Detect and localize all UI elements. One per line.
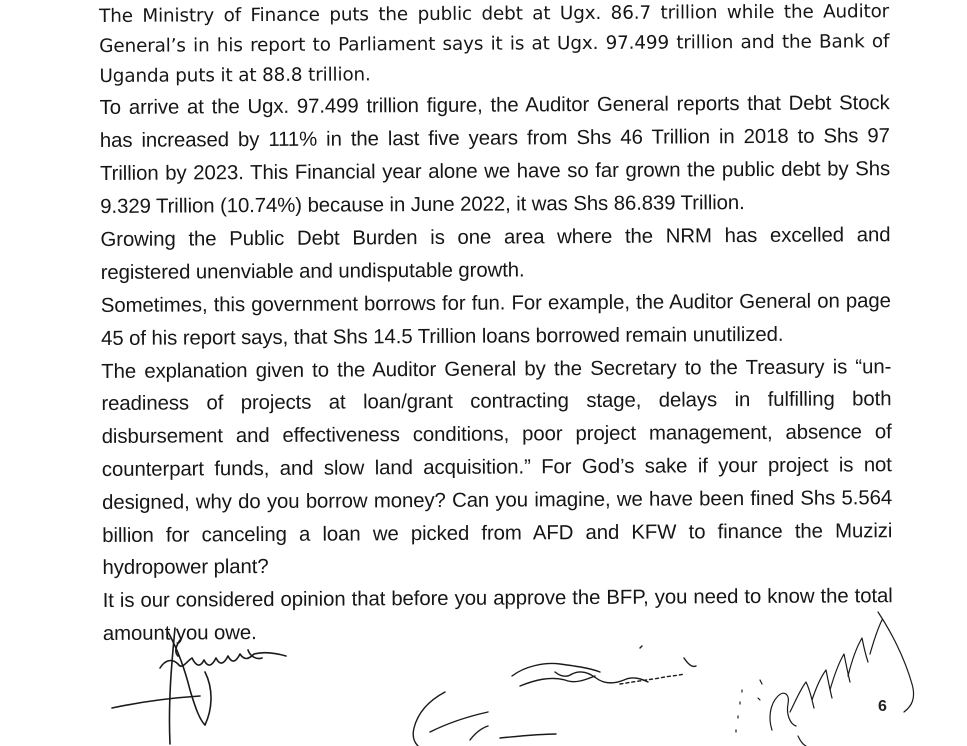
paragraph-debt-stock-growth: To arrive at the Ugx. 97.499 trillion figure, the Auditor General reports that Debt Stock has increased by 111% in the last five years from Shs 46 Trillion in 2018 to Shs 97 Trillion by 2023. This Financial year alone we have so far grown the public debt by Shs 9.329 Trillion (10.74%) because in June 2022, it was Shs 86.839 Trillion. xyxy=(99,92,891,218)
paragraph-public-debt-figures: The Ministry of Finance puts the public debt at Ugx. 86.7 trillion while the Auditor General’s in his report to Parliament says it is at Ugx. 97.499 trillion and the Bank of Uganda puts it at 88.8 trillion. xyxy=(99,1,890,87)
paragraph-debt-burden: Growing the Public Debt Burden is one area where the NRM has excelled and registered unenviable and undisputable growth. xyxy=(100,224,891,284)
paragraph-treasury-explanation: The explanation given to the Auditor General by the Secretary to the Treasury is “un-readiness of projects at loan/grant contracting stage, delays in fulfilling both disbursement and effectiveness conditions, poor project management, absence of counterpart funds, and slow land acquisition.” For God’s sake if your project is not designed, why do you borrow money? Can you imagine, we have been fined Shs 5.564 billion for canceling a loan we picked from AFD and KFW to finance the Muzizi hydropower plant? xyxy=(101,355,893,580)
paragraph-considered-opinion: It is our considered opinion that before you approve the BFP, you need to know the total amount you owe. xyxy=(102,585,893,645)
body-text xyxy=(99,0,893,651)
page-number: 6 xyxy=(878,698,887,715)
signature-middle xyxy=(413,646,696,746)
paragraph-unutilized-loans: Sometimes, this government borrows for fun. For example, the Auditor General on page 45 of his report says, that Shs 14.5 Trillion loans borrowed remain unutilized. xyxy=(100,290,891,350)
